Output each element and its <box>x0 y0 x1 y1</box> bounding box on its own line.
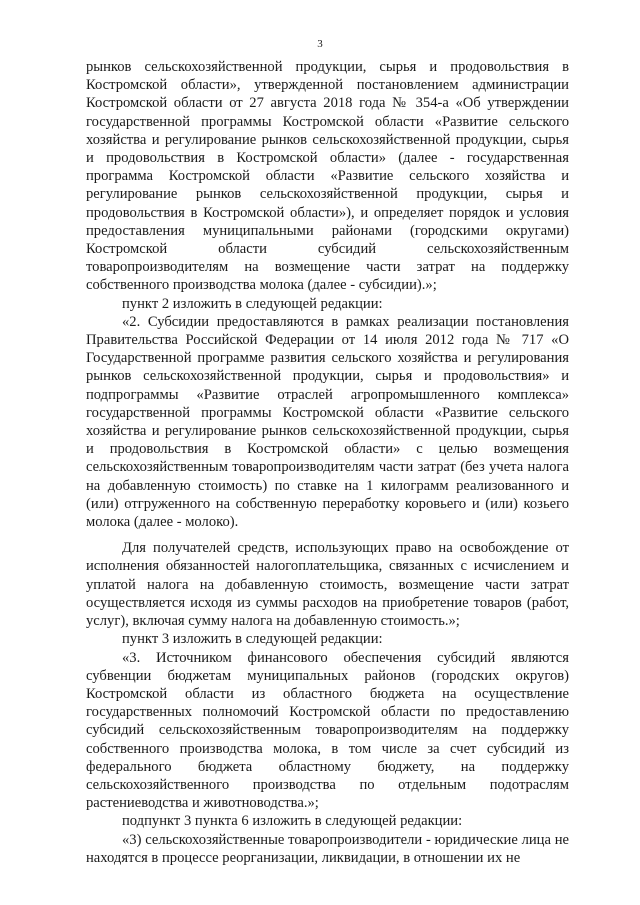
paragraph-item-2-heading: пункт 2 изложить в следующей редакции: <box>122 295 383 312</box>
paragraph-item-3-heading: пункт 3 изложить в следующей редакции: <box>122 631 383 648</box>
paragraph-gap <box>86 531 569 539</box>
paragraph-subitem-heading: подпункт 3 пункта 6 изложить в следующей редакции: <box>122 813 463 830</box>
paragraph-item-2-text: «2. Субсидии предоставляются в рамках реализации постановления Правительства Российской Федерации от 14 июля 2012 года № 717 «О Государственной программе развития сельского хозяйства и регулирования рынков сельскохозяйственной продукции, сырья и продовольствия» и подпрограммы «Развитие отраслей агропромышленного комплекса» государственной программы Костромской области «Развитие сельского хозяйства и регулирование рынков сельскохозяйственной продукции, сырья и продовольствия в Костромской области» с целью возмещения сельскохозяйственным товаропроизводителям части затрат (без учета налога на добавленную стоимость) по ставке на 1 килограмм реализованного и (или) отгруженного на собственную переработку коровьего и (или) козьего молока (далее - молоко). <box>86 313 569 531</box>
paragraph-subitem-text: «3) сельскохозяйственные товаропроизводители - юридические лица не находятся в процессе реорганизации, ликвидации, в отношении их не <box>86 831 569 866</box>
document-body <box>86 58 569 867</box>
page-number: 3 <box>317 38 323 50</box>
paragraph-item-3-text: «3. Источником финансового обеспечения субсидий являются субвенции бюджетам муниципальных районов (городских округов) Костромской области из областного бюджета на осуществление государственных полномочий Костромской области по предоставлению субсидий сельскохозяйственным товаропроизводителям на поддержку собственного производства молока, в том числе за счет субсидий из федерального бюджета областному бюджету, на поддержку сельскохозяйственного производства по отдельным подотраслям растениеводства и животноводства.»; <box>86 649 569 812</box>
paragraph-continuation: рынков сельскохозяйственной продукции, сырья и продовольствия в Костромской области», утвержденной постановлением администрации Костромской области от 27 августа 2018 года № 354-а «Об утверждении государственной программы Костромской области «Развитие сельского хозяйства и регулирование рынков сельскохозяйственной продукции, сырья и продовольствия в Костромской области» (далее - государственная программа Костромской области «Развитие сельского хозяйства и регулирование рынков сельскохозяйственной продукции, сырья и продовольствия в Костромской области»), и определяет порядок и условия предоставления муниципальными районами (городскими округами) Костромской области субсидий сельскохозяйственным товаропроизводителям на возмещение части затрат на поддержку собственного производства молока (далее - субсидии).»; <box>86 59 569 294</box>
paragraph-vat-exemption: Для получателей средств, использующих право на освобождение от исполнения обязанностей налогоплательщика, связанных с исчислением и уплатой налога на добавленную стоимость, возмещение части затрат осуществляется исходя из суммы расходов на приобретение товаров (работ, услуг), включая сумму налога на добавленную стоимость.»; <box>86 540 569 630</box>
